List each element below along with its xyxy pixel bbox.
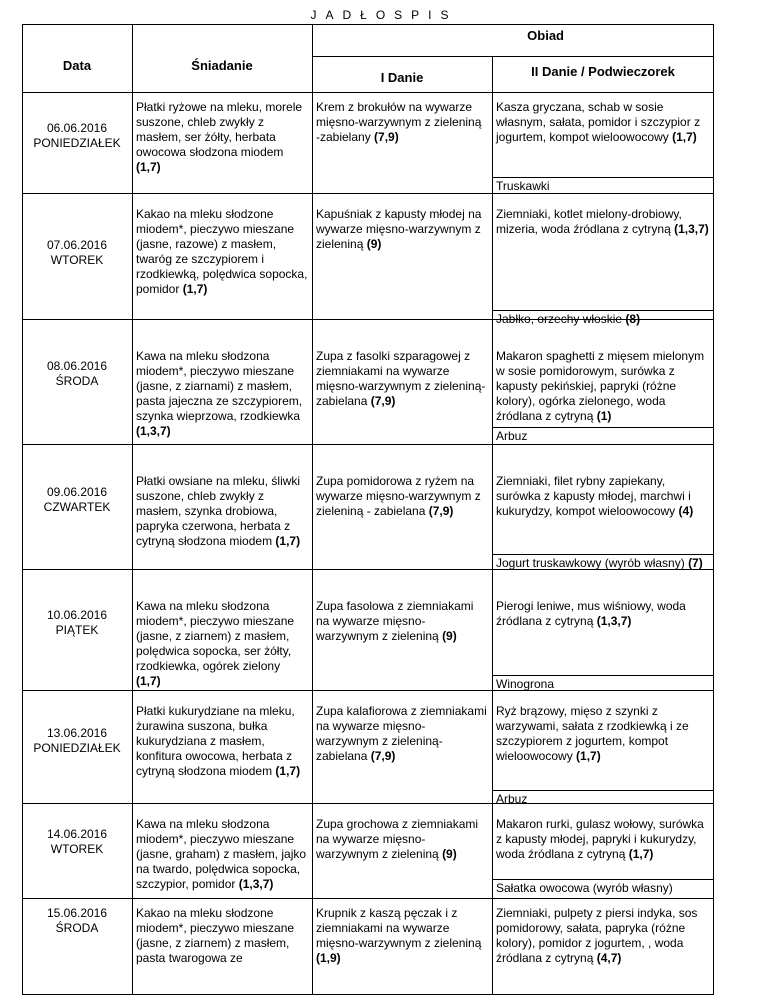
- day-date: 13.06.2016: [46, 726, 108, 740]
- second-course-cell-text: Makaron spaghetti z mięsem mielonym w sosie pomidorowym, surówka z kapusty pekińskiej, papryki (różne kolory), ogórka zielonego, woda źródlana z cytryną: [496, 349, 705, 423]
- first-course-cell: [316, 704, 488, 764]
- day-date-cell: [22, 906, 132, 936]
- allergen-codes: (1,9): [316, 951, 341, 965]
- first-course-cell-text: Krem z brokułów na wywarze mięsno-warzywnym z zieleniną -zabielany: [316, 100, 482, 144]
- lunch-header-divider: [312, 56, 714, 57]
- breakfast-cell: [136, 906, 308, 966]
- first-course-cell: [316, 207, 488, 252]
- second-course-cell: [496, 817, 710, 862]
- snack-divider: [492, 675, 714, 676]
- allergen-codes: (7): [688, 556, 703, 570]
- snack-cell: [496, 429, 710, 444]
- day-date-cell: [22, 238, 132, 268]
- allergen-codes: (7,9): [374, 130, 399, 144]
- allergen-codes: (7,9): [428, 504, 454, 518]
- second-course-cell-text: Ryż brązowy, mięso z szynki z warzywami, sałata z rzodkiewką i ze szczypiorem z jogurtem, kompot wieloowocowy: [496, 704, 689, 763]
- row-divider: [22, 444, 714, 445]
- day-date-cell: [22, 726, 132, 756]
- day-weekday: PONIEDZIAŁEK: [33, 741, 121, 755]
- snack-divider: [492, 177, 714, 178]
- breakfast-cell-text: Kakao na mleku słodzone miodem*, pieczywo mieszane (jasne, z ziarnem) z masłem, pasta twarogowa ze: [136, 906, 295, 965]
- snack-cell-text: Sałatka owocowa (wyrób własny): [496, 881, 673, 895]
- allergen-codes: (7,9): [370, 394, 396, 408]
- allergen-codes: (1,7): [576, 749, 601, 763]
- day-weekday: PONIEDZIAŁEK: [33, 135, 121, 150]
- day-weekday: ŚRODA: [55, 374, 99, 388]
- day-date: 09.06.2016: [46, 485, 108, 499]
- snack-cell-text: Arbuz: [496, 792, 528, 806]
- second-course-cell: [496, 474, 710, 519]
- first-course-cell: [316, 599, 488, 644]
- day-weekday: CZWARTEK: [43, 500, 111, 514]
- second-course-cell: [496, 704, 710, 764]
- day-weekday: WTOREK: [50, 252, 104, 267]
- breakfast-cell-text: Kawa na mleku słodzona miodem*, pieczywo mieszane (jasne, z ziarnami) z masłem, pasta jajeczna ze szczypiorem, szynka wieprzowa, rzodkiewka: [136, 349, 303, 423]
- row-divider: [22, 92, 714, 93]
- allergen-codes: (1,7): [275, 534, 301, 548]
- day-date: 08.06.2016: [46, 359, 108, 373]
- breakfast-cell-text: Płatki kukurydziane na mleku, żurawina suszona, bułka kukurydziana z masłem, konfitura owocowa, herbata z cytryną słodzona miodem: [136, 704, 295, 778]
- day-date-cell: [22, 359, 132, 389]
- first-course-cell-text: Krupnik z kaszą pęczak i z ziemniakami na wywarze mięsno-warzywnym z zieleniną: [316, 906, 482, 950]
- breakfast-cell: [136, 207, 308, 297]
- allergen-codes: (4,7): [596, 951, 622, 965]
- snack-cell-text: Jogurt truskawkowy (wyrób własny): [496, 556, 685, 570]
- second-course-cell: [496, 599, 710, 629]
- menu-title: JADŁOSPIS: [310, 8, 458, 22]
- snack-cell: [496, 556, 710, 571]
- header-second-course: II Danie / Podwieczorek: [531, 64, 675, 79]
- snack-cell: [496, 792, 710, 807]
- snack-cell: [496, 312, 710, 327]
- breakfast-cell: [136, 599, 308, 689]
- snack-cell: [496, 881, 710, 896]
- breakfast-cell: [136, 474, 308, 549]
- day-date-cell: [22, 827, 132, 857]
- day-date: 15.06.2016: [46, 906, 108, 920]
- allergen-codes: (1): [596, 409, 612, 423]
- snack-cell-text: Truskawki: [496, 179, 550, 193]
- breakfast-cell: [136, 349, 308, 439]
- allergen-codes: (9): [442, 847, 457, 861]
- second-course-cell-text: Pierogi leniwe, mus wiśniowy, woda źródlana z cytryną: [496, 599, 686, 628]
- first-course-cell: [316, 474, 488, 519]
- second-course-cell-text: Ziemniaki, kotlet mielony-drobiowy, mizeria, woda źródlana z cytryną: [496, 207, 682, 236]
- allergen-codes: (1,3,7): [238, 877, 274, 891]
- second-course-cell-text: Ziemniaki, pulpety z piersi indyka, sos pomidorowy, sałata, papryka (różne kolory), pomidor z jogurtem, , woda źródlana z cytryną: [496, 906, 698, 965]
- day-weekday: ŚRODA: [55, 921, 99, 935]
- first-course-cell-text: Zupa pomidorowa z ryżem na wywarze mięsno-warzywnym z zieleniną - zabielana: [316, 474, 481, 518]
- second-course-cell: [496, 100, 710, 145]
- day-date: 07.06.2016: [46, 237, 108, 252]
- second-course-cell-text: Kasza gryczana, schab w sosie własnym, sałata, pomidor i szczypior z jogurtem, kompot wieloowocowy: [496, 100, 701, 144]
- first-course-cell: [316, 349, 488, 409]
- allergen-codes: (7,9): [370, 749, 396, 763]
- day-date: 10.06.2016: [46, 608, 108, 622]
- snack-divider: [492, 790, 714, 791]
- allergen-codes: (8): [625, 312, 641, 326]
- table-top-border: [22, 24, 714, 25]
- first-course-cell-text: Zupa z fasolki szparagowej z ziemniakami na wywarze mięsno-warzywnym z zieleniną- zabielana: [316, 349, 486, 408]
- snack-cell-text: Arbuz: [496, 429, 528, 443]
- breakfast-cell-text: Płatki owsiane na mleku, śliwki suszone, chleb zwykły z masłem, szynka drobiowa, papryka czerwona, herbata z cytryną słodzona miodem: [136, 474, 301, 548]
- breakfast-cell: [136, 100, 308, 175]
- breakfast-cell: [136, 817, 308, 892]
- header-first-course: I Danie: [380, 70, 424, 85]
- first-course-cell: [316, 817, 488, 862]
- snack-divider: [492, 310, 714, 311]
- day-date: 14.06.2016: [46, 827, 108, 841]
- allergen-codes: (1,7): [672, 130, 697, 144]
- breakfast-cell-text: Kawa na mleku słodzona miodem*, pieczywo mieszane (jasne, graham) z masłem, jajko na twardo, polędwica sopocka, szczypior, pomidor: [136, 817, 307, 891]
- snack-cell: [496, 179, 710, 194]
- day-date-cell: [22, 121, 132, 151]
- first-course-cell: [316, 906, 488, 966]
- snack-cell-text: Jabłko, orzechy włoskie: [496, 312, 623, 326]
- col-divider: [312, 24, 313, 994]
- col-divider: [492, 56, 493, 994]
- day-date: 06.06.2016: [46, 120, 108, 135]
- row-divider: [22, 898, 714, 899]
- header-breakfast: Śniadanie: [191, 58, 253, 73]
- breakfast-cell-text: Kakao na mleku słodzone miodem*, pieczywo mieszane (jasne, razowe) z masłem, twaróg ze szczypiorem i rzodkiewką, polędwica sopocka, pomidor: [136, 207, 308, 296]
- breakfast-cell-text: Kawa na mleku słodzona miodem*, pieczywo mieszane (jasne, z ziarnem) z masłem, polędwica sopocka, ser żółty, rzodkiewka, ogórek zielony: [136, 599, 295, 673]
- allergen-codes: (4): [678, 504, 694, 518]
- first-course-cell-text: Zupa fasolowa z ziemniakami na wywarze mięsno-warzywnym z zieleniną: [316, 599, 474, 643]
- second-course-cell: [496, 906, 710, 966]
- allergen-codes: (1,7): [275, 764, 301, 778]
- allergen-codes: (1,7): [628, 847, 654, 861]
- allergen-codes: (1,7): [136, 674, 161, 688]
- header-lunch: Obiad: [527, 28, 564, 43]
- allergen-codes: (1,3,7): [674, 222, 709, 236]
- allergen-codes: (9): [442, 629, 457, 643]
- snack-cell-text: Winogrona: [496, 677, 555, 691]
- snack-divider: [492, 879, 714, 880]
- first-course-cell-text: Zupa grochowa z ziemniakami na wywarze mięsno-warzywnym z zieleniną: [316, 817, 479, 861]
- second-course-cell: [496, 349, 710, 424]
- allergen-codes: (1,7): [136, 160, 161, 174]
- first-course-cell-text: Zupa kalafiorowa z ziemniakami na wywarze mięsno-warzywnym z zieleniną- zabielana: [316, 704, 487, 763]
- second-course-cell-text: Ziemniaki, filet rybny zapiekany, surówka z kapusty młodej, marchwi i kukurydzy, kompot wieloowocowy: [496, 474, 691, 518]
- breakfast-cell-text: Płatki ryżowe na mleku, morele suszone, chleb zwykły z masłem, ser żółty, herbata owocowa słodzona miodem: [136, 100, 303, 159]
- snack-divider: [492, 427, 714, 428]
- allergen-codes: (1,3,7): [596, 614, 632, 628]
- first-course-cell: [316, 100, 488, 145]
- second-course-cell-text: Makaron rurki, gulasz wołowy, surówka z kapusty młodej, papryki i kukurydzy, woda źródlana z cytryną: [496, 817, 704, 861]
- table-right-border: [713, 24, 714, 994]
- col-divider: [132, 24, 133, 994]
- allergen-codes: (9): [366, 237, 382, 251]
- day-weekday: WTOREK: [50, 842, 104, 856]
- breakfast-cell: [136, 704, 308, 779]
- day-date-cell: [22, 608, 132, 638]
- snack-divider: [492, 554, 714, 555]
- snack-cell: [496, 677, 710, 692]
- header-date: Data: [62, 58, 92, 73]
- day-date-cell: [22, 485, 132, 515]
- allergen-codes: (1,7): [182, 282, 208, 296]
- day-weekday: PIĄTEK: [55, 623, 99, 637]
- second-course-cell: [496, 207, 710, 237]
- first-course-cell-text: Kapuśniak z kapusty młodej na wywarze mięsno-warzywnym z zieleniną: [316, 207, 482, 251]
- allergen-codes: (1,3,7): [136, 424, 171, 438]
